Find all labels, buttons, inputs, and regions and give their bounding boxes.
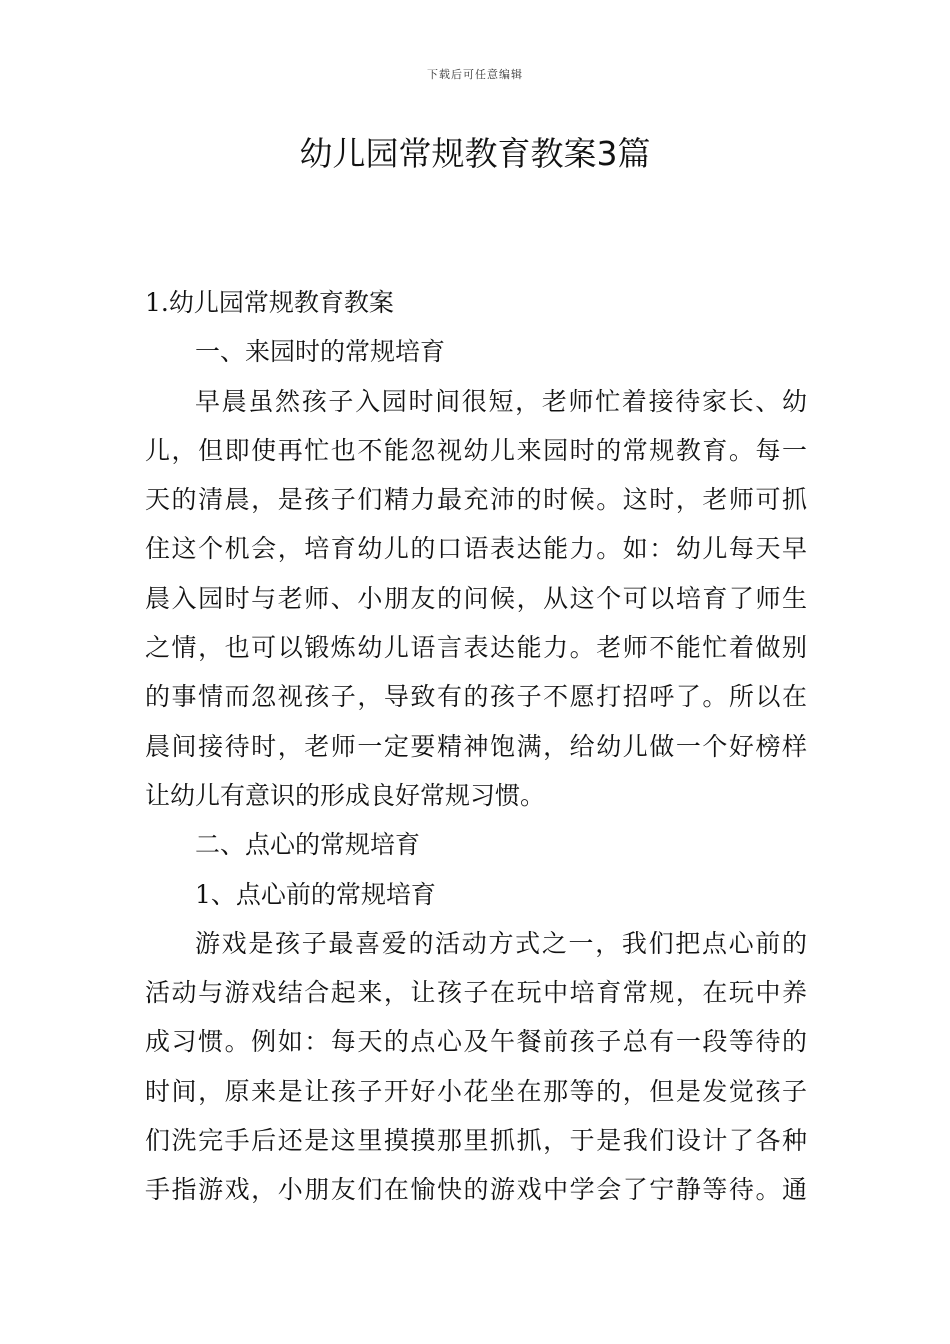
paragraph-line: 之情，也可以锻炼幼儿语言表达能力。老师不能忙着做别	[145, 633, 807, 663]
header-note: 下载后可任意编辑	[427, 68, 523, 81]
document-title: 幼儿园常规教育教案3篇	[299, 134, 651, 173]
paragraph-line: 游戏是孩子最喜爱的活动方式之一，我们把点心前的	[195, 928, 807, 958]
paragraph-line: 时间，原来是让孩子开好小花坐在那等的，但是发觉孩子	[145, 1076, 807, 1106]
heading-snack-routine: 二、点心的常规培育	[195, 830, 421, 860]
section-title: 1.幼儿园常规教育教案	[145, 288, 394, 317]
paragraph-line: 成习惯。例如：每天的点心及午餐前孩子总有一段等待的	[145, 1027, 807, 1057]
paragraph-line: 的事情而忽视孩子，导致有的孩子不愿打招呼了。所以在	[145, 682, 807, 712]
paragraph-line: 儿，但即使再忙也不能忽视幼儿来园时的常规教育。每一	[145, 435, 807, 465]
paragraph-line: 让幼儿有意识的形成良好常规习惯。	[145, 780, 546, 810]
document-body	[145, 278, 807, 1215]
paragraph-line: 住这个机会，培育幼儿的口语表达能力。如：幼儿每天早	[145, 534, 807, 564]
paragraph-line: 天的清晨，是孩子们精力最充沛的时候。这时，老师可抓	[145, 485, 807, 515]
heading-before-snack: 1、点心前的常规培育	[195, 879, 436, 909]
paragraph-line: 活动与游戏结合起来，让孩子在玩中培育常规，在玩中养	[145, 978, 807, 1008]
paragraph-line: 晨入园时与老师、小朋友的问候，从这个可以培育了师生	[145, 583, 807, 613]
paragraph-line: 手指游戏，小朋友们在愉快的游戏中学会了宁静等待。通	[145, 1175, 807, 1205]
paragraph-line: 晨间接待时，老师一定要精神饱满，给幼儿做一个好榜样	[145, 731, 807, 761]
paragraph-line: 们洗完手后还是这里摸摸那里抓抓，于是我们设计了各种	[145, 1126, 807, 1156]
paragraph-line: 早晨虽然孩子入园时间很短，老师忙着接待家长、幼	[195, 386, 807, 416]
heading-arrival-routine: 一、来园时的常规培育	[195, 337, 446, 367]
